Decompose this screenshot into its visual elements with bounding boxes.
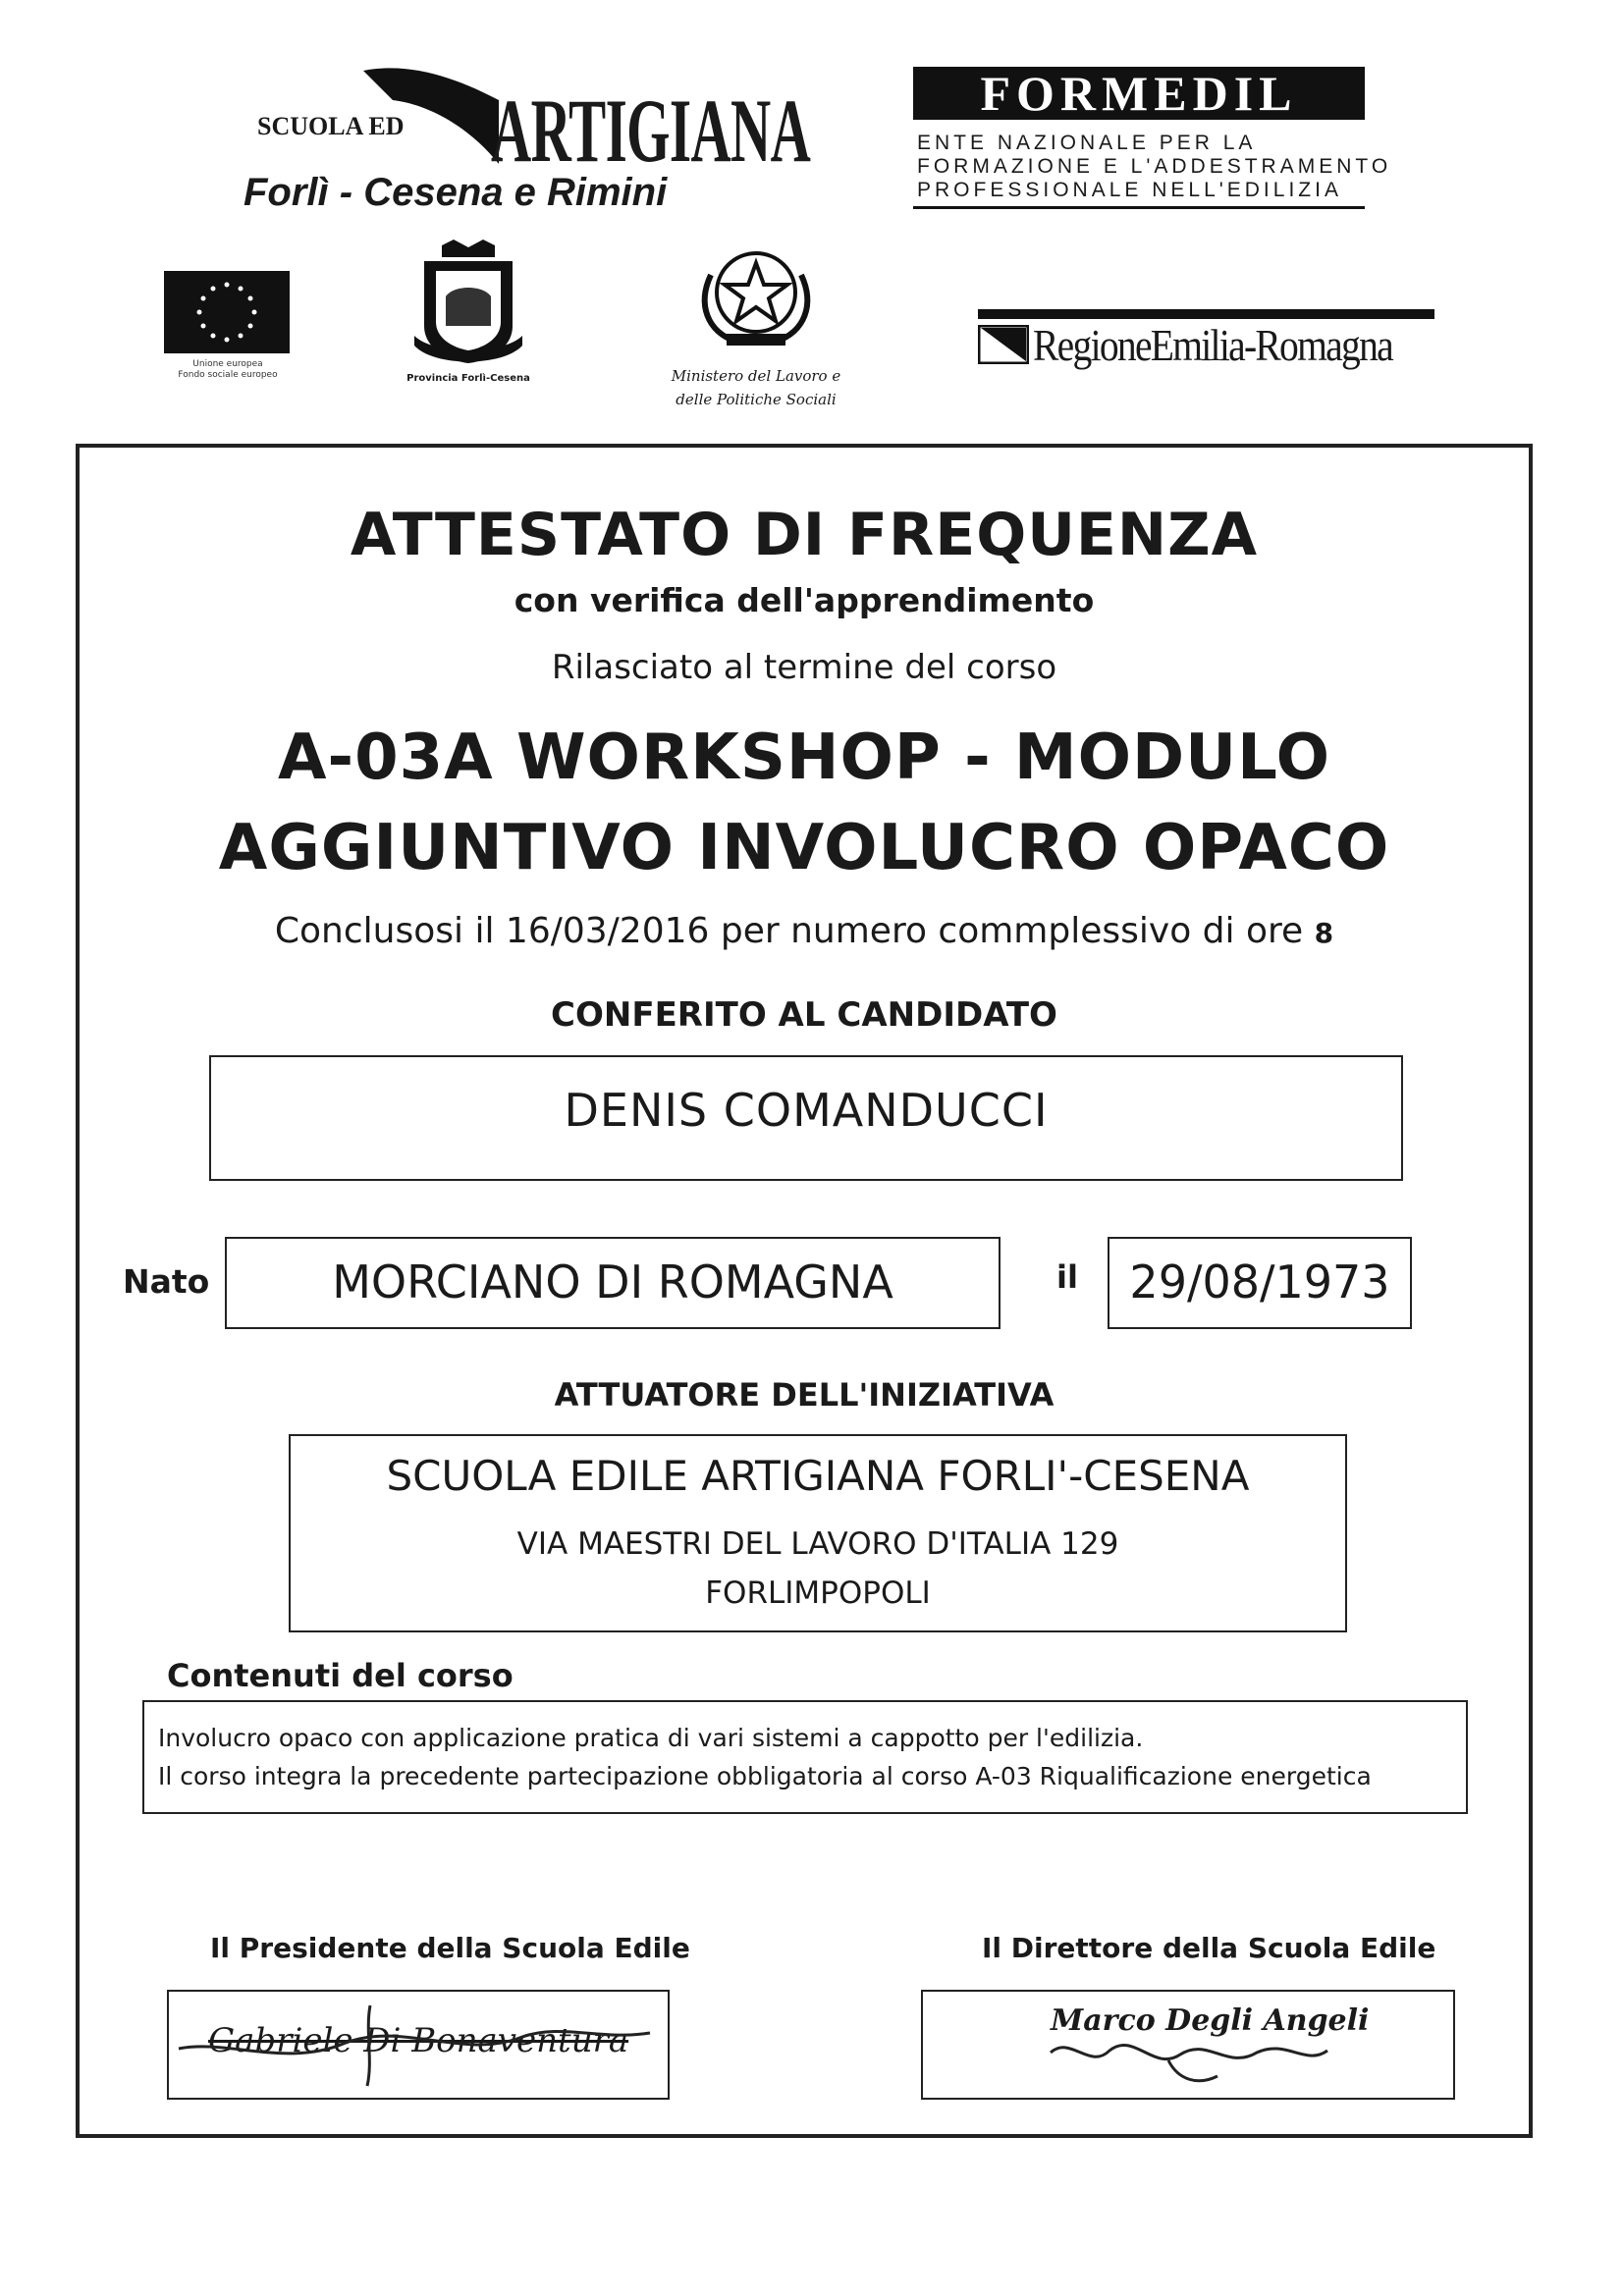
director-signature-stroke-icon [923,1992,1457,2102]
candidate-name: DENIS COMANDUCCI [564,1084,1049,1137]
issued-text: Rilasciato al termine del corso [551,648,1057,687]
school-address: VIA MAESTRI DEL LAVORO D'ITALIA 129 [516,1526,1119,1562]
course-title-line-1: A-03A WORKSHOP - MODULO [277,721,1331,794]
director-label: Il Direttore della Scuola Edile [982,1932,1436,1964]
contents-line-1: Involucro opaco con applicazione pratica di vari sistemi a cappotto per l'edilizia. [158,1724,1144,1752]
president-label: Il Presidente della Scuola Edile [210,1932,690,1964]
logo-subtitle: Forlì - Cesena e Rimini [243,171,668,214]
regione-bar [978,309,1434,319]
contents-label: Contenuti del corso [167,1657,514,1694]
birthplace-box [225,1237,1001,1329]
president-signature: Gabriele Di Bonaventura [208,2021,629,2060]
ministero-caption-2: delle Politiche Sociali [676,391,837,408]
school-name: SCUOLA EDILE ARTIGIANA FORLI'-CESENA [386,1452,1250,1500]
eu-caption-2: Fondo sociale europeo [178,370,278,380]
regione-logo [978,309,1434,378]
birthdate: 29/08/1973 [1129,1255,1390,1308]
formedil-line-2: FORMAZIONE E L'ADDESTRAMENTO [917,155,1392,178]
provincia-crest-icon [385,238,552,370]
logo-scuola-text: SCUOLA ED [257,112,405,140]
provincia-logo [385,238,552,395]
course-title-line-2: AGGIUNTIVO INVOLUCRO OPACO [218,812,1390,884]
implementer-label: ATTUATORE DELL'INIZIATIVA [554,1376,1055,1414]
formedil-name: FORMEDIL [913,67,1365,120]
date-label: il [1056,1258,1078,1296]
contents-line-2: Il corso integra la precedente partecipazione obbligatoria al corso A-03 Riqualificazione energetica [158,1762,1372,1790]
ministero-caption-1: Ministero del Lavoro e [671,367,841,385]
hours-value: 8 [1314,917,1334,949]
ministero-logo [638,236,874,422]
formedil-logo [913,66,1392,214]
eu-logo [164,271,292,389]
birthdate-box [1108,1237,1412,1329]
born-label: Nato [123,1262,210,1301]
contents-box [142,1700,1468,1814]
certificate-subtitle: con verifica dell'apprendimento [514,581,1095,619]
scuola-edile-artigiana-logo [236,61,811,228]
president-signature-stroke-icon [169,1992,672,2102]
regione-name: RegioneEmilia-Romagna [1033,320,1392,370]
conferred-label: CONFERITO AL CANDIDATO [551,995,1057,1035]
candidate-name-box [209,1055,1403,1181]
formedil-line-3: PROFESSIONALE NELL'EDILIZIA [917,179,1342,201]
director-signature-box [921,1990,1455,2100]
school-box [289,1434,1347,1632]
concluded-text-label: Conclusosi il 16/03/2016 per numero commplessivo di ore [274,911,1304,951]
birthplace: MORCIANO DI ROMAGNA [332,1255,893,1308]
logo-artigiana-text: ARTIGIANA [491,80,811,181]
italian-emblem-icon [638,236,874,363]
eu-caption-1: Unione europea [192,359,263,369]
eu-flag-icon [164,271,290,353]
formedil-line-1: ENTE NAZIONALE PER LA [917,132,1257,154]
president-signature-box [167,1990,670,2100]
certificate-title: ATTESTATO DI FREQUENZA [350,501,1259,569]
provincia-caption: Provincia Forlì-Cesena [406,373,530,384]
concluded-text [76,911,1533,951]
school-city: FORLIMPOPOLI [705,1575,931,1611]
regione-mark-icon [978,325,1029,364]
director-signature: Marco Degli Angeli [1051,2003,1370,2038]
formedil-rule [913,206,1365,209]
